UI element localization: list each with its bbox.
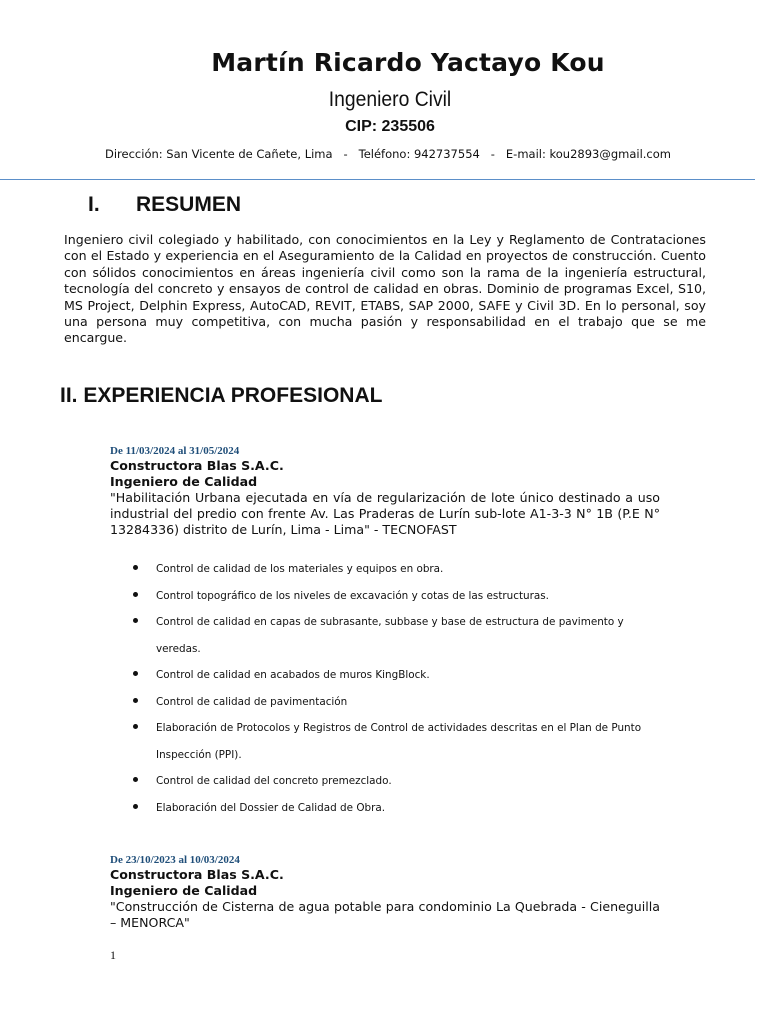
job-project: "Habilitación Urbana ejecutada en vía de regularización de lote único destinado a uso industrial del predio con frente Av. Las Praderas de Lurín sub-lote A1-3-3 N° 1B (P.E N° 13284336) distrito de Lurín, Lima - Lima" - TECNOFAST [110, 490, 660, 537]
summary-paragraph: Ingeniero civil colegiado y habilitado, con conocimientos en la Ley y Reglamento de Contrataciones con el Estado y experiencia en el Aseguramiento de la Calidad en proyectos de construcción. Cuento con sólidos conocimientos en áreas ingeniería civil como son la rama de la ingeniería estructural, tecnología del concreto y ensayos de control de calidad en obras. Dominio de programas Excel, S10, MS Project, Delphin Express, AutoCAD, REVIT, ETABS, SAP 2000, SAFE y Civil 3D. En lo personal, soy una persona muy competitiva, con mucha pasión y responsabilidad en el trabajo que se me encargue. [64, 232, 706, 346]
task-text: Control de calidad de pavimentación [156, 695, 348, 708]
job-entry [110, 853, 660, 931]
list-item [130, 662, 670, 689]
page-number: 1 [110, 948, 116, 962]
bullet-icon [133, 804, 138, 809]
list-item [130, 689, 670, 716]
list-item [130, 768, 670, 795]
cip-number: CIP: 235506 [345, 118, 435, 135]
task-text: Control de calidad del concreto premezclado. [156, 775, 392, 787]
bullet-icon [133, 777, 138, 782]
section-title-resumen: RESUMEN [136, 193, 242, 216]
header-divider [0, 179, 755, 180]
contact-line: Dirección: San Vicente de Cañete, Lima - Teléfono: 942737554 - E-mail: kou2893@gmail.com [105, 147, 671, 161]
task-text: Elaboración del Dossier de Calidad de Obra. [156, 801, 386, 814]
section-numeral-resumen: I. [88, 193, 100, 216]
list-item [130, 556, 670, 583]
job-task-list [130, 556, 670, 821]
bullet-icon [133, 592, 138, 597]
section-title-experiencia: II. EXPERIENCIA PROFESIONAL [60, 384, 383, 407]
bullet-icon [133, 671, 138, 676]
task-text: Control de calidad de los materiales y equipos en obra. [156, 563, 444, 575]
task-text: Elaboración de Protocolos y Registros de Control de actividades descritas en el Plan de Punto Inspección (PPI). [156, 722, 642, 761]
bullet-icon [133, 618, 138, 623]
job-date: De 11/03/2024 al 31/05/2024 [110, 445, 240, 457]
job-project: "Construcción de Cisterna de agua potable para condominio La Quebrada - Cieneguilla – MENORCA" [110, 899, 660, 930]
job-role: Ingeniero de Calidad [110, 474, 258, 489]
job-date: De 23/10/2023 al 10/03/2024 [110, 854, 240, 866]
task-text: Control de calidad en capas de subrasante, subbase y base de estructura de pavimento y veredas. [156, 616, 624, 655]
job-company: Constructora Blas S.A.C. [110, 867, 284, 882]
task-text: Control de calidad en acabados de muros KingBlock. [156, 669, 430, 681]
candidate-name: Martín Ricardo Yactayo Kou [211, 48, 605, 77]
bullet-icon [133, 724, 138, 729]
list-item [130, 583, 670, 610]
profession-title: Ingeniero Civil [328, 88, 452, 111]
job-company: Constructora Blas S.A.C. [110, 458, 284, 473]
bullet-icon [133, 565, 138, 570]
bullet-icon [133, 698, 138, 703]
list-item [130, 609, 670, 662]
list-item [130, 715, 670, 768]
job-entry [110, 444, 660, 538]
task-text: Control topográfico de los niveles de excavación y cotas de las estructuras. [156, 589, 549, 602]
job-role: Ingeniero de Calidad [110, 883, 258, 898]
list-item [130, 795, 670, 822]
